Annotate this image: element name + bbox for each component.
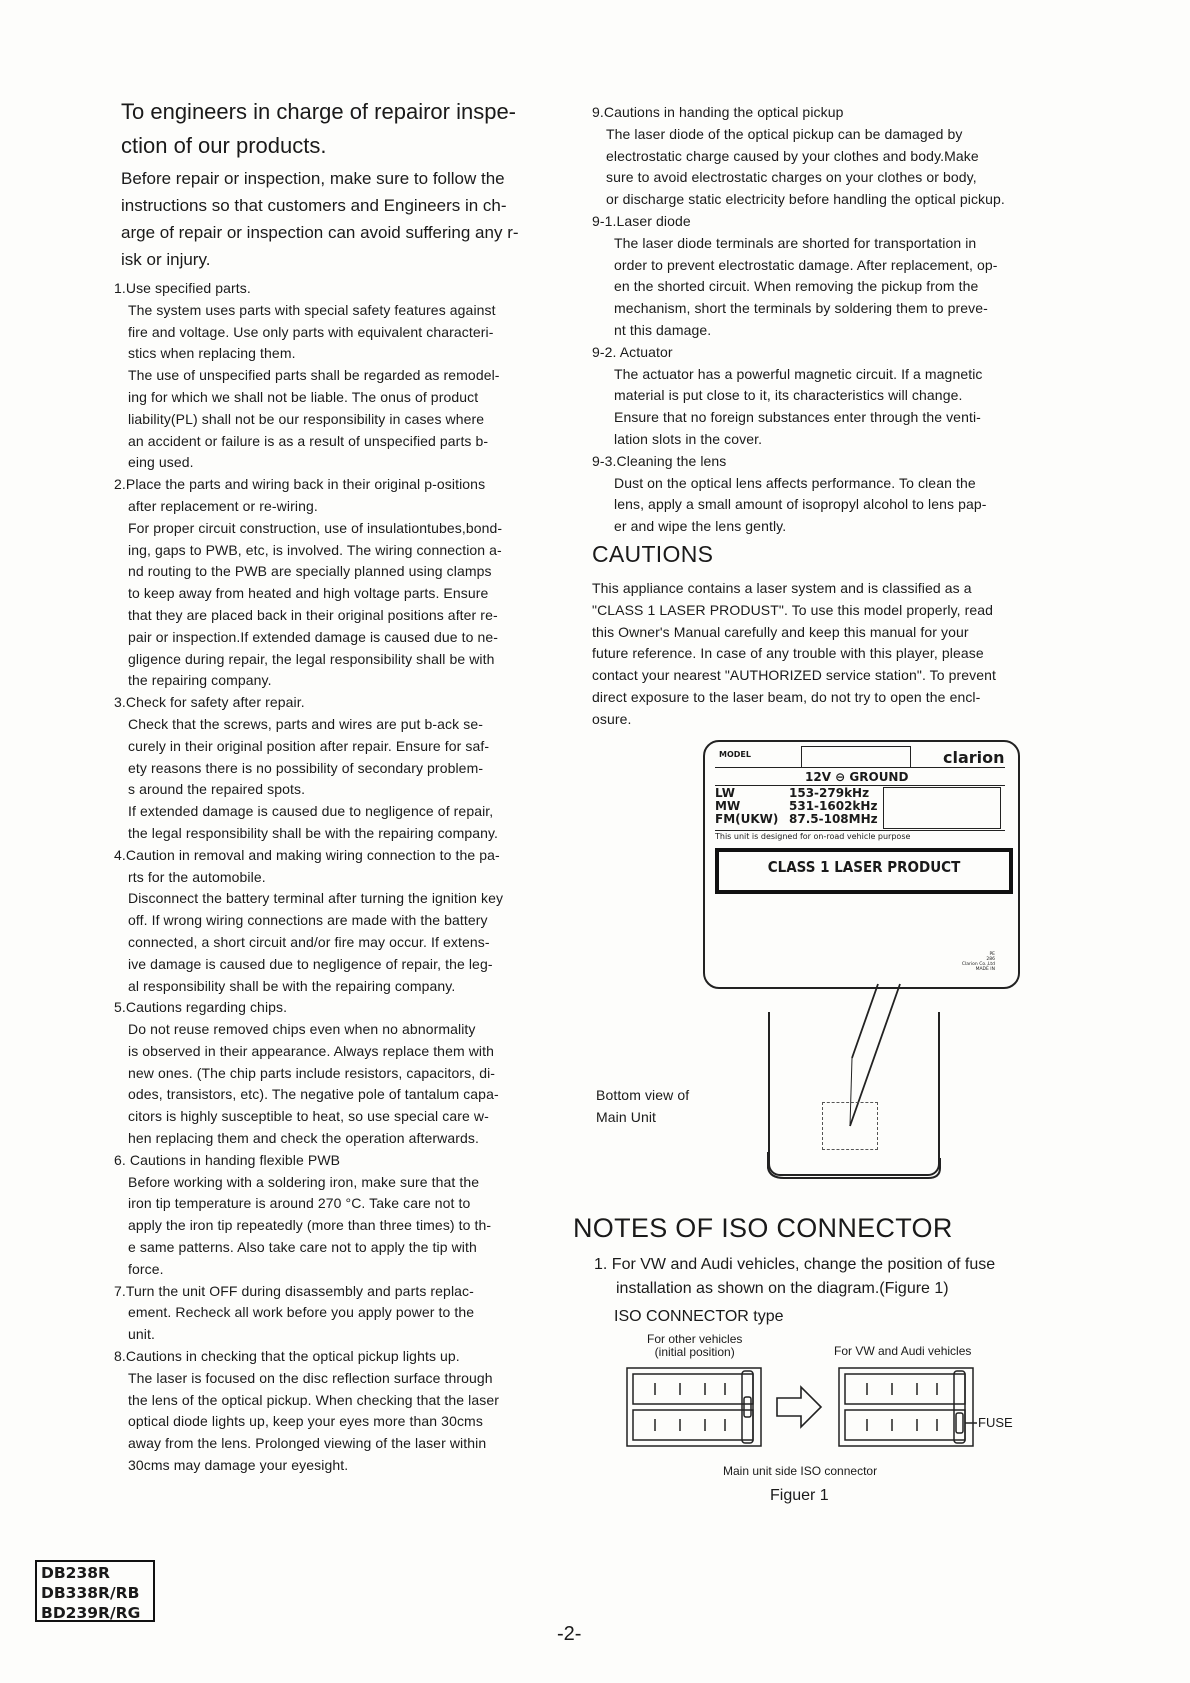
label-brand: clarion [943, 748, 1005, 767]
intro-title-line2: ction of our products. [121, 133, 327, 158]
intro-line: Before repair or inspection, make sure to follow the [121, 169, 505, 188]
intro-line: isk or injury. [121, 250, 211, 269]
iso-item-line1: 1. For VW and Audi vehicles, change the position of fuse [594, 1256, 996, 1273]
other-vehicles-caption [647, 1333, 742, 1359]
item-text-line: optical diode lights up, keep your eyes more than 30cms [128, 1413, 483, 1430]
numbered-item: 9-1.Laser diode [592, 212, 691, 229]
cautions-line: This appliance contains a laser system and is classified as a [592, 580, 972, 596]
cautions-body [592, 578, 1052, 731]
other-line2: (initial position) [654, 1345, 735, 1359]
numbered-item: 9-3.Cleaning the lens [592, 452, 727, 469]
item-text-line: apply the iron tip repeatedly (more than three times) to th- [128, 1217, 492, 1234]
item-text-line: connected, a short circuit and/or fire may occur. If extens- [128, 933, 490, 950]
model-number: DB238R [41, 1564, 110, 1582]
band-freq: 87.5-108MHz [789, 812, 878, 826]
item-text-line: ive damage is caused due to negligence of repair, the leg- [128, 955, 493, 972]
iso-type-label: ISO CONNECTOR type [614, 1308, 784, 1325]
label-purpose: This unit is designed for on-road vehicle purpose [715, 832, 911, 841]
class-1-laser-box: CLASS 1 LASER PRODUCT [715, 848, 1013, 894]
page-number: -2- [557, 1623, 582, 1645]
item-text-line: electrostatic charge caused by your clothes and body.Make [606, 147, 979, 164]
item-text-line: new ones. (The chip parts include resistors, capacitors, di- [128, 1064, 496, 1081]
item-text-line: eing used. [128, 454, 194, 471]
item-text-line: force. [128, 1260, 164, 1277]
bottom-view-line2: Main Unit [596, 1109, 657, 1125]
connector-vw-audi [839, 1368, 977, 1446]
bottom-view-line1: Bottom view of [596, 1087, 690, 1103]
intro-line: arge of repair or inspection can avoid suffering any r- [121, 223, 519, 242]
label-blank-box [883, 787, 1001, 829]
other-line1: For other vehicles [647, 1332, 743, 1346]
item-text-line: If extended damage is caused due to negligence of repair, [128, 803, 494, 820]
item-text-line: pair or inspection.If extended damage is caused due to ne- [128, 628, 499, 645]
item-text-line: nt this damage. [614, 321, 712, 338]
label-divider [715, 830, 1005, 831]
item-text-line: unit. [128, 1326, 155, 1343]
item-text-line: stics when replacing them. [128, 345, 296, 362]
label-model: MODEL [719, 750, 751, 759]
left-column [114, 278, 564, 1477]
item-text-line: that they are placed back in their original positions after re- [128, 606, 498, 623]
item-text-line: the lens of the optical pickup. When checking that the laser [128, 1391, 499, 1408]
iso-heading: NOTES OF ISO CONNECTOR [573, 1213, 953, 1243]
item-text-line: an accident or failure is as a result of unspecified parts b- [128, 432, 489, 449]
fuse-label: FUSE [978, 1415, 1013, 1430]
item-text-line: lation slots in the cover. [614, 430, 763, 447]
item-text-line: ing for which we shall not be liable. The onus of product [128, 388, 479, 405]
item-text-line: away from the lens. Prolonged viewing of the laser within [128, 1435, 487, 1452]
item-text-line: ety reasons there is no possibility of secondary problem- [128, 759, 484, 776]
model-number: BD239R/RG [41, 1604, 141, 1622]
item-text-line: The use of unspecified parts shall be regarded as remodel- [128, 367, 500, 384]
cautions-line: future reference. In case of any trouble with this player, please [592, 645, 984, 662]
cautions-heading: CAUTIONS [592, 541, 714, 567]
item-text-line: or discharge static electricity before handling the optical pickup. [606, 191, 1005, 208]
item-text-line: off. If wrong wiring connections are made with the battery [128, 912, 488, 929]
item-text-line: en the shorted circuit. When removing the pickup from the [614, 278, 979, 295]
numbered-item: 2.Place the parts and wiring back in their original p-ositions [114, 476, 486, 493]
item-text-line: the legal responsibility shall be with the repairing company. [128, 824, 499, 841]
model-number: DB338R/RB [41, 1584, 140, 1602]
right-column [592, 102, 1052, 538]
label-bands [715, 787, 1005, 829]
cautions-line: "CLASS 1 LASER PRODUST". To use this model properly, read [592, 601, 994, 618]
intro-line: instructions so that customers and Engineers in ch- [121, 196, 507, 215]
item-text-line: s around the repaired spots. [128, 781, 306, 798]
item-text-line: er and wipe the lens gently. [614, 518, 787, 535]
label-model-box [801, 746, 911, 768]
item-text-line: Disconnect the battery terminal after turning the ignition key [128, 890, 504, 907]
cautions-line: this Owner's Manual carefully and keep this manual for your [592, 623, 969, 640]
item-text-line: The laser diode of the optical pickup can be damaged by [606, 125, 963, 142]
item-text-line: hen replacing them and check the operation afterwards. [128, 1130, 479, 1147]
iso-item-line2: installation as shown on the diagram.(Figure 1) [616, 1280, 949, 1297]
item-text-line: to keep away from heated and high voltage parts. Ensure [128, 585, 489, 602]
item-text-line: fire and voltage. Use only parts with equivalent characteri- [128, 323, 494, 340]
item-text-line: is observed in their appearance. Always replace them with [128, 1042, 495, 1059]
numbered-item: 7.Turn the unit OFF during disassembly and parts replac- [114, 1282, 474, 1299]
unit-recess [822, 1102, 878, 1150]
item-text-line: nd routing to the PWB are specially planned using clamps [128, 563, 492, 580]
cautions-line: osure. [592, 710, 632, 727]
intro-body [121, 165, 561, 273]
intro-title-line1: To engineers in charge of repairor inspe- [121, 99, 517, 124]
item-text-line: The system uses parts with special safety features against [128, 301, 496, 318]
item-text-line: the repairing company. [128, 672, 272, 689]
item-text-line: after replacement or re-wiring. [128, 497, 318, 514]
numbered-item: 9.Cautions in handing the optical pickup [592, 104, 844, 120]
bottom-view-caption [596, 1084, 689, 1128]
iso-connector-diagram [625, 1365, 985, 1460]
numbered-item: 5.Cautions regarding chips. [114, 999, 288, 1016]
unit-base-outline [760, 1150, 950, 1190]
item-text-line: e same patterns. Also take care not to apply the tip with [128, 1239, 477, 1256]
figure-caption: Figuer 1 [770, 1487, 829, 1504]
item-text-line: For proper circuit construction, use of insulationtubes,bond- [128, 519, 503, 536]
label-divider [715, 767, 1005, 768]
item-text-line: ement. Recheck all work before you apply power to the [128, 1304, 475, 1321]
item-text-line: liability(PL) shall not be our responsibility in cases where [128, 410, 485, 427]
iso-item-1 [594, 1253, 1074, 1301]
numbered-item: 8.Cautions in checking that the optical pickup lights up. [114, 1348, 460, 1365]
connector-initial [627, 1368, 761, 1446]
item-text-line: Dust on the optical lens affects performance. To clean the [614, 474, 976, 491]
band-name: FM(UKW) [715, 812, 779, 826]
item-text-line: gligence during repair, the legal responsibility shall be with [128, 650, 495, 667]
item-text-line: The laser diode terminals are shorted for transportation in [614, 234, 977, 251]
item-text-line: citors is highly susceptible to heat, so use special care w- [128, 1108, 489, 1125]
cautions-line: contact your nearest "AUTHORIZED service station". To prevent [592, 667, 997, 684]
item-text-line: iron tip temperature is around 270 °C. Take care not to [128, 1195, 471, 1212]
arrow-icon [777, 1387, 821, 1427]
numbered-item: 9-2. Actuator [592, 343, 673, 360]
item-text-line: material is put close to it, its characteristics will change. [614, 387, 963, 404]
item-text-line: mechanism, short the terminals by soldering them to preve- [614, 300, 988, 317]
item-text-line: Ensure that no foreign substances enter through the venti- [614, 409, 981, 426]
band-freq: 153-279kHz [789, 786, 870, 800]
item-text-line: rts for the automobile. [128, 868, 266, 885]
numbered-item: 4.Caution in removal and making wiring connection to the pa- [114, 846, 500, 863]
band-name: LW [715, 786, 735, 800]
item-text-line: curely in their original position after repair. Ensure for saf- [128, 737, 490, 754]
item-text-line: sure to avoid electrostatic charges on your clothes or body, [606, 169, 977, 186]
item-text-line: Do not reuse removed chips even when no abnormality [128, 1021, 476, 1038]
item-text-line: al responsibility shall be with the repairing company. [128, 977, 456, 994]
band-freq: 531-1602kHz [789, 799, 878, 813]
label-small-print: PE 286 Clarion Co.,Ltd MADE IN [961, 952, 995, 972]
connector-side-caption: Main unit side ISO connector [723, 1464, 878, 1478]
intro-title [121, 95, 561, 163]
rating-label [703, 740, 1020, 989]
item-text-line: Before working with a soldering iron, make sure that the [128, 1173, 480, 1190]
cautions-line: direct exposure to the laser beam, do not try to open the encl- [592, 688, 981, 705]
item-text-line: lens, apply a small amount of isopropyl alcohol to lens pap- [614, 496, 987, 513]
vw-audi-caption: For VW and Audi vehicles [834, 1344, 972, 1358]
item-text-line: ing, gaps to PWB, etc, is involved. The wiring connection a- [128, 541, 502, 558]
item-text-line: odes, transistors, etc). The negative pole of tantalum capa- [128, 1086, 499, 1103]
item-text-line: The laser is focused on the disc reflection surface through [128, 1369, 493, 1386]
numbered-item: 1.Use specified parts. [114, 280, 251, 296]
numbered-item: 6. Cautions in handing flexible PWB [114, 1151, 341, 1168]
band-name: MW [715, 799, 741, 813]
model-number-box [35, 1560, 155, 1622]
item-text-line: Check that the screws, parts and wires are put b-ack se- [128, 715, 483, 732]
item-text-line: order to prevent electrostatic damage. After replacement, op- [614, 256, 998, 273]
label-ground: 12V ⊖ GROUND [805, 770, 909, 784]
numbered-item: 3.Check for safety after repair. [114, 694, 305, 711]
item-text-line: 30cms may damage your eyesight. [128, 1457, 349, 1474]
item-text-line: The actuator has a powerful magnetic circuit. If a magnetic [614, 365, 983, 382]
